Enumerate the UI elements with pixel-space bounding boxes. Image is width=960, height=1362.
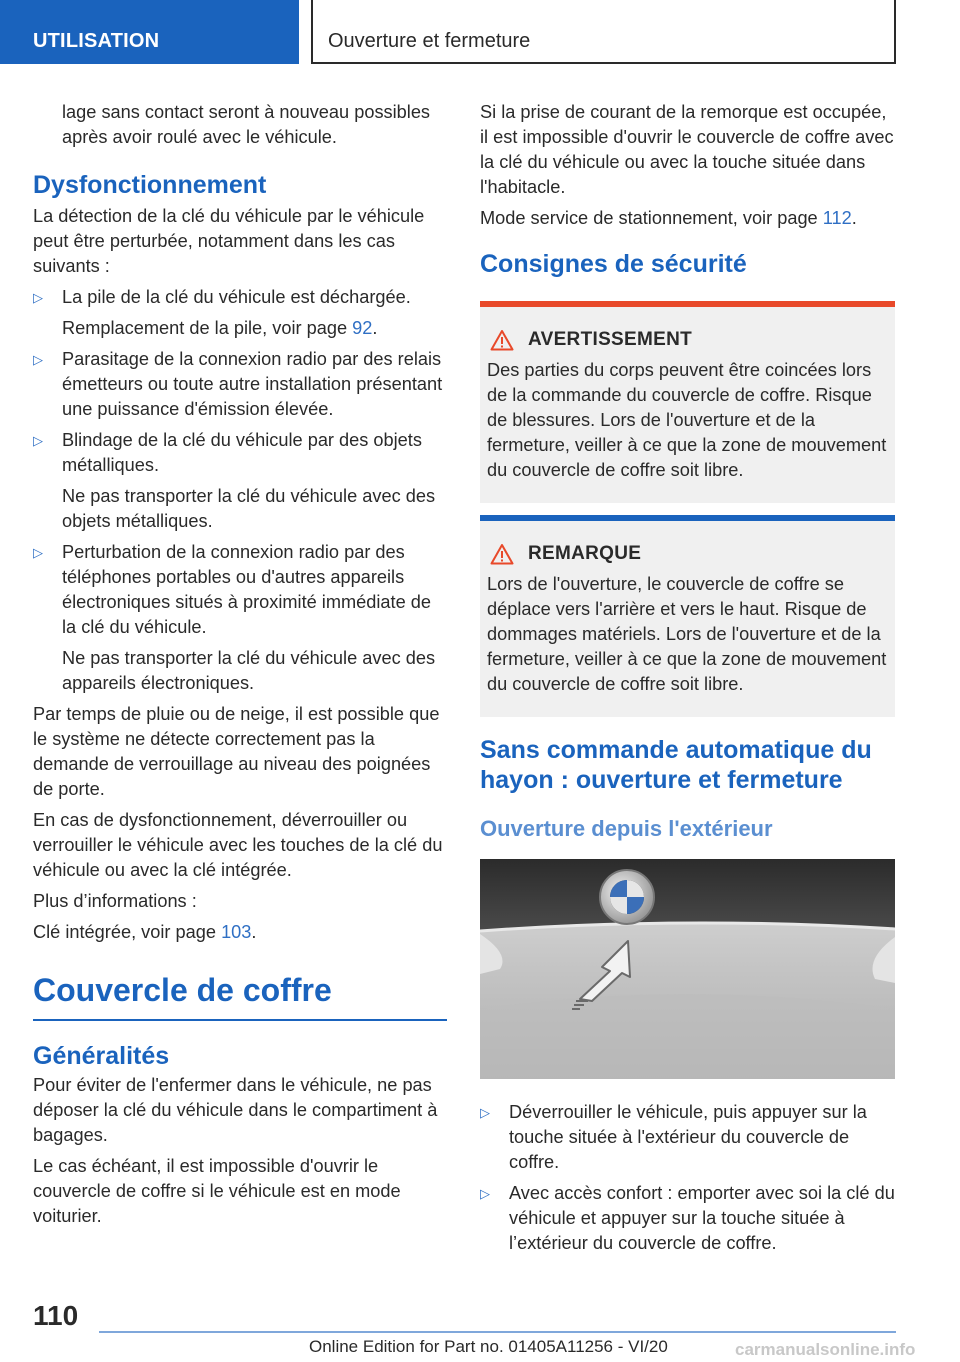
list-item: ▷ La pile de la clé du véhicule est déchargée.	[33, 285, 447, 310]
manual-tailgate-heading: Sans commande automatique du hayon : ouverture et fermeture	[480, 736, 872, 794]
valet-mode-ref: Mode service de stationnement, voir page 112.	[480, 208, 857, 228]
edition-text: Online Edition for Part no. 01405A11256 - VI/20	[309, 1337, 668, 1356]
rain-paragraph: Par temps de pluie ou de neige, il est possible que le système ne détecte correctement pas la demande de verrouillage au niveau des poignées de porte.	[33, 704, 440, 799]
page-link-103[interactable]: 103	[221, 922, 252, 942]
list-item: ▷ Déverrouiller le véhicule, puis appuyer sur la touche située à l'extérieur du couvercle de coffre.	[480, 1102, 867, 1172]
notice-text: Lors de l'ouverture, le couvercle de coffre se déplace vers l'arrière et vers le haut. Risque de dommages matériels. Lors de l'ouverture et de la fermeture, veiller à ce que la zone de mouvement du couvercle de coffre soit libre.	[487, 574, 887, 694]
right-column	[480, 100, 895, 1262]
header-section-tab	[0, 0, 299, 64]
malfunction-intro: La détection de la clé du véhicule par le véhicule peut être perturbée, notamment dans les cas suivants :	[33, 206, 425, 276]
list-item: ▷ Blindage de la clé du véhicule par des objets métalliques.	[33, 430, 422, 475]
notice-box	[480, 515, 895, 717]
header-chapter-tab	[311, 0, 896, 64]
list-item-sub: Remplacement de la pile, voir page 92.	[62, 318, 378, 338]
bullet-triangle-icon: ▷	[33, 545, 43, 560]
open-from-outside-heading: Ouverture depuis l'extérieur	[480, 816, 773, 841]
trunk-button-photo	[480, 859, 895, 1079]
integrated-key-ref: Clé intégrée, voir page 103.	[33, 922, 257, 942]
bullet-triangle-icon: ▷	[480, 1186, 490, 1201]
list-item: ▷ Parasitage de la connexion radio par des relais émetteurs ou toute autre installation présentant une puissance d'émission élevée.	[33, 349, 443, 419]
trailer-paragraph: Si la prise de courant de la remorque est occupée, il est impossible d'ouvrir le couvercle de coffre avec la clé du véhicule ou avec la touche située dans l'habitacle.	[480, 102, 894, 197]
bullet-triangle-icon: ▷	[33, 433, 43, 448]
watermark-text: carmanualsonline.info	[735, 1340, 916, 1359]
bullet-triangle-icon: ▷	[480, 1105, 490, 1120]
notice-triangle-icon	[490, 543, 514, 565]
page-link-112[interactable]: 112	[822, 208, 852, 228]
header-chapter-label: Ouverture et fermeture	[328, 30, 531, 52]
list-item: ▷ Avec accès confort : emporter avec soi la clé du véhicule et appuyer sur la touche située à l’extérieur du couvercle de coffre.	[480, 1183, 895, 1253]
general-paragraph-1: Pour éviter de l'enfermer dans le véhicule, ne pas déposer la clé du véhicule dans le compartiment à bagages.	[33, 1075, 438, 1145]
fault-paragraph: En cas de dysfonctionnement, déverrouiller ou verrouiller le véhicule avec les touches de la clé du véhicule ou avec la clé intégrée.	[33, 810, 443, 880]
list-item-sub: Ne pas transporter la clé du véhicule avec des appareils électroniques.	[62, 648, 436, 693]
warning-title: AVERTISSEMENT	[528, 329, 693, 350]
general-heading: Généralités	[33, 1042, 170, 1070]
list-item-sub: Ne pas transporter la clé du véhicule avec des objets métalliques.	[62, 486, 436, 531]
trunk-lid-heading: Couvercle de coffre	[33, 971, 447, 1021]
bullet-triangle-icon: ▷	[33, 290, 43, 305]
warning-box	[480, 301, 895, 503]
safety-heading: Consignes de sécurité	[480, 250, 747, 278]
warning-triangle-icon	[490, 329, 514, 351]
page-link-92[interactable]: 92	[352, 318, 373, 338]
notice-title: REMARQUE	[528, 543, 642, 564]
page-number: 110	[33, 1300, 79, 1331]
list-item: ▷ Perturbation de la connexion radio par des téléphones portables ou d'autres appareils électroniques situés à proximité immédiate de la clé du véhicule.	[33, 542, 431, 637]
bullet-triangle-icon: ▷	[33, 352, 43, 367]
warning-text: Des parties du corps peuvent être coincées lors de la commande du couvercle de coffre. Risque de blessures. Lors de l'ouverture et de la fermeture, veiller à ce que la zone de mouvement du couvercle de coffre soit libre.	[487, 360, 887, 480]
intro-continuation: lage sans contact seront à nouveau possibles après avoir roulé avec le véhicule.	[62, 102, 431, 147]
footer-divider	[99, 1331, 896, 1333]
general-paragraph-2: Le cas échéant, il est impossible d'ouvrir le couvercle de coffre si le véhicule est en mode voiturier.	[33, 1156, 401, 1226]
more-info-label: Plus d’informations :	[33, 891, 197, 911]
malfunction-heading: Dysfonctionnement	[33, 171, 267, 199]
header-section-label: UTILISATION	[33, 30, 160, 52]
left-column	[33, 100, 447, 1235]
